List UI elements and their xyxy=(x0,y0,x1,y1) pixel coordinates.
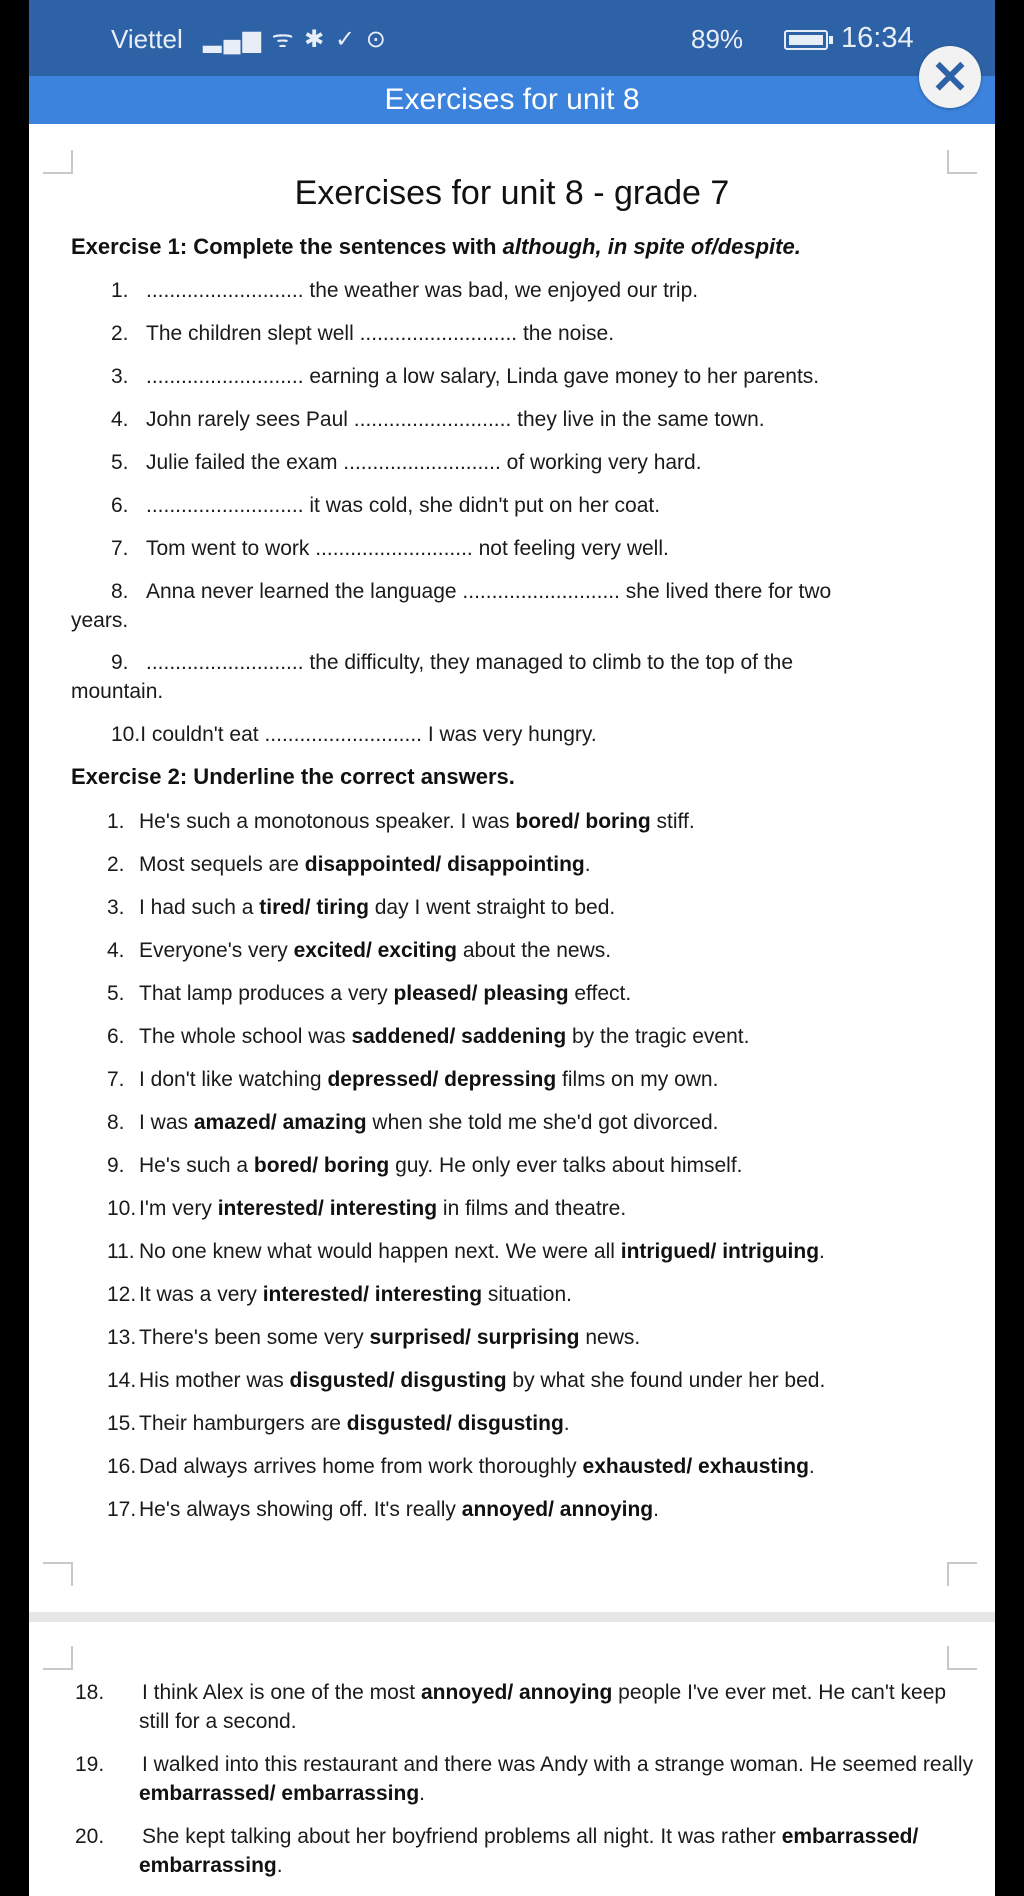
answer-choices: annoyed/ annoying xyxy=(420,1681,613,1704)
ex2-item: 17. He's always showing off. It's really annoyed/ annoying. xyxy=(107,1498,659,1521)
ex1-item: 4. John rarely sees Paul ........................... they live in the same town. xyxy=(111,408,765,431)
ex2-item: 11. No one knew what would happen next. We were all intrigued/ intriguing. xyxy=(107,1240,825,1263)
answer-choices: interested/ interesting xyxy=(262,1283,483,1306)
ex1-item: 7. Tom went to work ........................... not feeling very well. xyxy=(111,537,669,560)
ex1-item: 8. Anna never learned the language ........................... she lived there for two years. xyxy=(71,580,832,632)
header-title: Exercises for unit 8 xyxy=(29,76,995,124)
page-corner-mark xyxy=(947,1562,977,1586)
answer-choices: exhausted/ exhausting xyxy=(582,1455,809,1478)
answer-choices: disgusted/ disgusting xyxy=(346,1412,564,1435)
ex1-item: 1. ........................... the weather was bad, we enjoyed our trip. xyxy=(111,279,699,302)
page-separator xyxy=(29,1612,995,1622)
ex1-item: 9. ........................... the difficulty, they managed to climb to the top of the mountain. xyxy=(71,651,794,703)
carrier-label: Viettel xyxy=(111,24,183,54)
page-corner-mark xyxy=(43,150,73,174)
ex2-item: 1. He's such a monotonous speaker. I was bored/ boring stiff. xyxy=(107,810,695,833)
clock: 16:34 xyxy=(841,22,914,54)
ex1-item: 2. The children slept well ........................... the noise. xyxy=(111,322,615,345)
ex2-item: 10. I'm very interested/ interesting in films and theatre. xyxy=(107,1197,627,1220)
ex2-item: 16. Dad always arrives home from work thoroughly exhausted/ exhausting. xyxy=(107,1455,815,1478)
close-button[interactable]: ✕ xyxy=(919,46,981,108)
answer-choices: annoyed/ annoying xyxy=(461,1498,654,1521)
page-corner-mark xyxy=(43,1646,73,1670)
answer-choices: depressed/ depressing xyxy=(327,1068,557,1091)
ex1-item: 6. ........................... it was cold, she didn't put on her coat. xyxy=(111,494,661,517)
ex2-item: 5. That lamp produces a very pleased/ pleasing effect. xyxy=(107,982,632,1005)
ex2-item: 9. He's such a bored/ boring guy. He only ever talks about himself. xyxy=(107,1154,743,1177)
battery-percent: 89% xyxy=(691,24,744,54)
signal-wifi-icons: ▂▄▆ ᯤ ✱ ✓ ⊙ xyxy=(203,26,388,53)
page-corner-mark xyxy=(947,1646,977,1670)
answer-choices: surprised/ surprising xyxy=(369,1326,580,1349)
screen xyxy=(29,0,995,1896)
ex2-item: 18. I think Alex is one of the most annoyed/ annoying people I've ever met. He can't keep still for a second. xyxy=(75,1681,947,1733)
ex2-item: 6. The whole school was saddened/ saddening by the tragic event. xyxy=(107,1025,750,1048)
answer-choices: interested/ interesting xyxy=(217,1197,438,1220)
answer-choices: bored/ boring xyxy=(253,1154,390,1177)
answer-choices: excited/ exciting xyxy=(293,939,457,962)
ex2-item: 19. I walked into this restaurant and there was Andy with a strange woman. He seemed really embarrassed/ embarrassing. xyxy=(75,1753,974,1805)
ex2-item: 15. Their hamburgers are disgusted/ disgusting. xyxy=(107,1412,570,1435)
answer-choices: amazed/ amazing xyxy=(193,1111,367,1134)
ex2-item: 7. I don't like watching depressed/ depressing films on my own. xyxy=(107,1068,719,1091)
ex1-item: 10.I couldn't eat ........................... I was very hungry. xyxy=(111,723,597,746)
exercise-1-heading: Exercise 1: Complete the sentences with although, in spite of/despite. xyxy=(71,234,801,259)
ex2-item: 12. It was a very interested/ interesting situation. xyxy=(107,1283,572,1306)
ex1-item: 5. Julie failed the exam ........................... of working very hard. xyxy=(111,451,702,474)
ex2-item: 3. I had such a tired/ tiring day I went straight to bed. xyxy=(107,896,616,919)
answer-choices: embarrassed/ embarrassing xyxy=(139,1782,420,1805)
ex2-item: 13. There's been some very surprised/ surprising news. xyxy=(107,1326,641,1349)
ex2-item: 2. Most sequels are disappointed/ disappointing. xyxy=(107,853,591,876)
ex2-item: 4. Everyone's very excited/ exciting about the news. xyxy=(107,939,612,962)
answer-choices: embarrassed/ embarrassing xyxy=(139,1825,919,1877)
ex2-item: 20. She kept talking about her boyfriend problems all night. It was rather embarrassed/ embarrassing. xyxy=(75,1825,919,1877)
answer-choices: disappointed/ disappointing xyxy=(304,853,585,876)
answer-choices: intrigued/ intriguing xyxy=(620,1240,820,1263)
answer-choices: bored/ boring xyxy=(515,810,651,833)
answer-choices: disgusted/ disgusting xyxy=(289,1369,507,1392)
battery-icon xyxy=(784,30,828,50)
answer-choices: pleased/ pleasing xyxy=(393,982,569,1005)
page-corner-mark xyxy=(43,1562,73,1586)
exercise-2-heading: Exercise 2: Underline the correct answers. xyxy=(71,764,515,789)
answer-choices: tired/ tiring xyxy=(259,896,369,919)
ex2-item: 8. I was amazed/ amazing when she told me she'd got divorced. xyxy=(107,1111,719,1134)
ex2-item: 14. His mother was disgusted/ disgusting by what she found under her bed. xyxy=(107,1369,826,1392)
answer-choices: saddened/ saddening xyxy=(351,1025,567,1048)
document-title: Exercises for unit 8 - grade 7 xyxy=(294,174,730,212)
ex1-item: 3. ........................... earning a low salary, Linda gave money to her parents. xyxy=(111,365,820,388)
status-bar xyxy=(29,0,995,76)
page-corner-mark xyxy=(947,150,977,174)
